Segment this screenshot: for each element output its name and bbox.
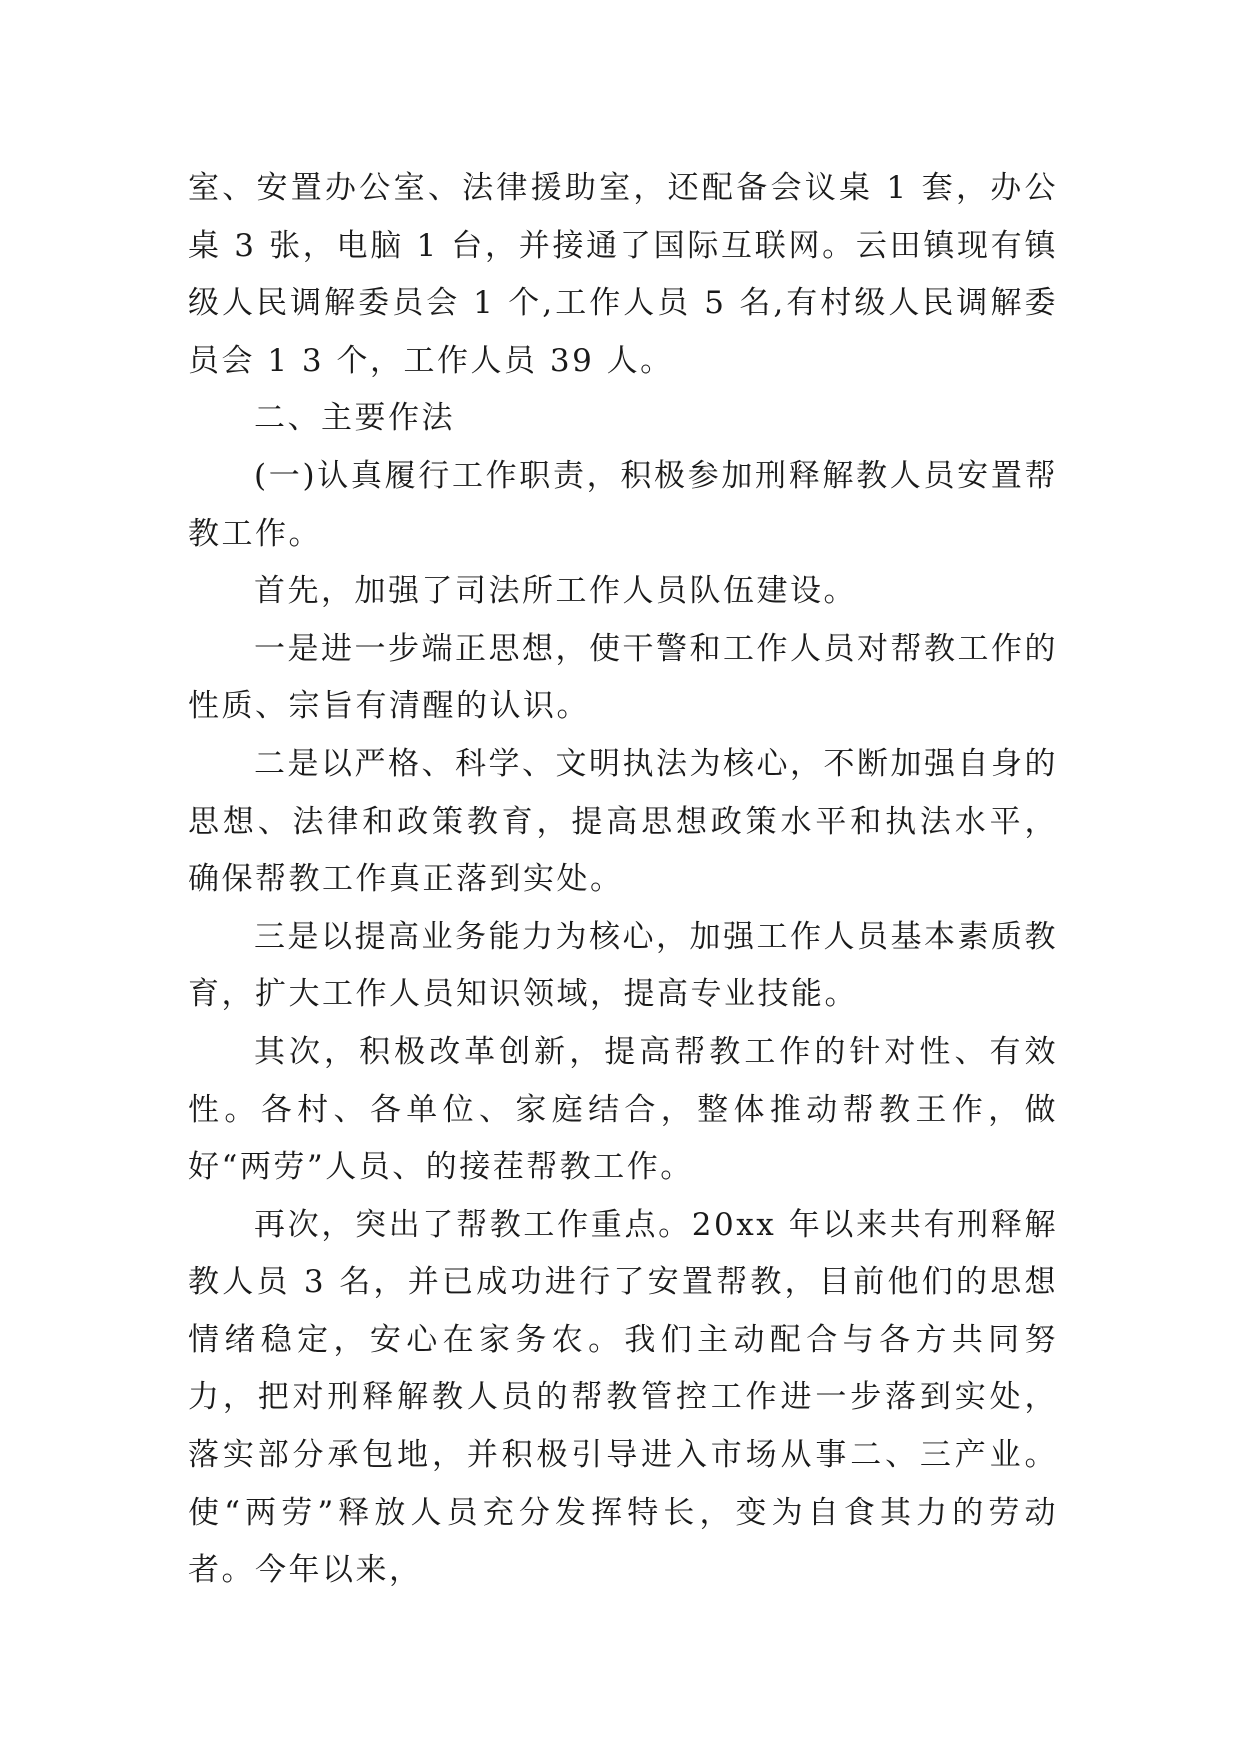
paragraph-second: 其次，积极改革创新，提高帮教工作的针对性、有效性。各村、各单位、家庭结合，整体推动帮教王作，做好“两劳”人员、的接茬帮教工作。 <box>188 1033 1058 1186</box>
document-body <box>188 160 1058 1600</box>
paragraph-point-one: 一是进一步端正思想，使干警和工作人员对帮教工作的性质、宗旨有清醒的认识。 <box>188 630 1058 725</box>
paragraph-first: 首先，加强了司法所工作人员队伍建设。 <box>254 573 857 610</box>
paragraph-facilities: 室、安置办公室、法律援助室，还配备会议桌 1 套，办公桌 3 张，电脑 1 台，并接通了国际互联网。云田镇现有镇级人民调解委员会 1 个,工作人员 5 名,有村级人民调解委员会 1 3 个，工作人员 39 人。 <box>188 170 1058 379</box>
subsection-heading-duties: (一)认真履行工作职责，积极参加刑释解教人员安置帮教工作。 <box>188 457 1058 552</box>
paragraph-point-two: 二是以严格、科学、文明执法为核心，不断加强自身的思想、法律和政策教育，提高思想政策水平和执法水平，确保帮教工作真正落到实处。 <box>188 745 1058 898</box>
paragraph-point-three: 三是以提高业务能力为核心，加强工作人员基本素质教育，扩大工作人员知识领域，提高专业技能。 <box>188 918 1058 1013</box>
paragraph-third: 再次，突出了帮教工作重点。20xx 年以来共有刑释解教人员 3 名，并已成功进行了安置帮教，目前他们的思想情绪稳定，安心在家务农。我们主动配合与各方共同努力，把对刑释解教人员的帮教管控工作进一步落到实处，落实部分承包地，并积极引导进入市场从事二、三产业。使“两劳”释放人员充分发挥特长，变为自食其力的劳动者。今年以来， <box>188 1206 1058 1589</box>
section-heading-main-practices: 二、主要作法 <box>254 400 455 437</box>
